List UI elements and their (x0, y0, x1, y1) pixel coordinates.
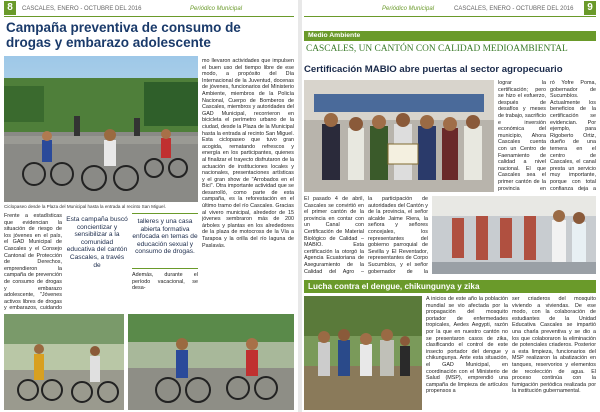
pull-quote-rule-bottom (132, 268, 198, 269)
pull-quote: Esta campaña buscó concientizar y sensibilizar a la comunidad educativa del cantón Cascales, a través de (66, 216, 128, 269)
pull-quote-continued: talleres y una casa abierta formativa enfocada en temas de educación sexual y consumo de drogas. (132, 218, 198, 256)
article-headline: Certificación MABIO abre puertas al sector agropecuario (304, 64, 563, 75)
banner-title: CASCALES, UN CANTÓN CON CALIDAD MEDIOAMBIENTAL (306, 44, 568, 54)
top-rule (304, 16, 596, 17)
certification-column-c: lograr la certificación; pero se hizo el esfuerzo, después de desafíos y meses de trabajo, sacrificio e inversión económica del municipio, Ahora Cascales cuenta con un Centro de Faenamiento de calidad a nivel nacional. El que Cascales sea el primer cantón de la provincia en (498, 80, 546, 192)
right-page (302, 0, 600, 412)
page-number: 8 (4, 1, 16, 15)
left-page (0, 0, 298, 412)
folio-date: CASCALES, ENERO - OCTUBRE DEL 2016 (454, 6, 574, 12)
dengue-column-2: ser criaderos del mosquito viviendo a viviendas. De ese modo, con la colaboración de estudiantes de la Unidad Educativa Cascales se impartió una charla preventiva y se dio a los que colaboraron la eliminación de potenciales criaderos. Posterior a esta limpieza, funcionarios del MSP realizaron la abatización en tanques, reservorios y elementos de recolección de agua. El proceso continúa con la fumigación periódica realizada por la institución gubernamental. (512, 296, 596, 395)
cycling-photo-image (4, 56, 198, 202)
bottom-photo-right (128, 314, 294, 410)
certification-column-d: ró Yofre Poma, gobernador de Sucumbíos. Actualmente los beneficios de la certificación se evidencian. Por ejemplo, para Rigoberto Ortiz, dueño de una ternera en el centro de Cascales, el canal presta un servicio muy importante, porque con total confianza deja a (550, 80, 596, 192)
bottom-photo-left (4, 314, 124, 410)
certification-column-b: la participación de autoridades del Cantón y de la provincia, el señor alcalde Jaime Riera, la señora y señores concejales, los representantes del gobierno parroquial de Sevilla y El Reventador, representantes de Corpo Sucumbíos, y el señor gobernador de la (368, 196, 428, 274)
article-column-3-tail: Además, durante el período vacacional, se desa- (132, 272, 198, 292)
photo-caption: Ciclopaseo desde la Plaza del Municipal hasta la entrada al recinto San Miguel. (4, 204, 166, 209)
article-column-1: Frente a estadísticas que evidencian la situación de riesgo de los jóvenes en el país, el GAD Municipal de Cascales y el Consejo Cantonal de Protección de Derechos, emprendieron la campaña de prevención de consumo de drogas y embarazo adolescente, "Jóvenes activos libres de drogas y embarazos, cuidando (4, 213, 62, 311)
dengue-photo (304, 296, 422, 410)
dengue-photo-image (304, 296, 422, 410)
folio-paper: Periódico Municipal (190, 6, 243, 12)
cycling-photo (4, 56, 198, 202)
certification-photo (304, 80, 494, 192)
headline-line-1: Campaña preventiva de consumo de (6, 20, 241, 35)
article-headline (6, 20, 294, 50)
article-column-2: mo llevaron actividades que impulsen el buen uso del tiempo libre de ese modo, a propósito del Día Internacional de la Juventud, docenas de jóvenes, funcionarios del Ministerio Ambiente, miembros de la Policía Nacional, Cuerpo de Bomberos de Cascales, miembros y autoridades del GAD Municipal, recorrieron en bicicleta el perímetro urbano de la ciudad, desde la Plaza de la Municipal hasta la entrada al recinto San Miguel. Esta ciclopaseo que tuvo gran acogida, rematando refrescos y energía en los participantes, quienes al finalizar el trayecto disfrutaron de la actuación de instituciones locales y nacionales, presentaciones artísticas y el gran show de "Arrobados en el Bici". Otra importante actividad que se desarrolló, como parte de esta campaña, es la reforestación en el último tramo del río Cascales. Gracias al vivero municipal, alrededor de 15 jóvenes sembraron más de 200 árboles y plantas en los alrededores de la plaza de motocross de la Vía a Tarapoa y la orilla del río laguna de Paslavás. (202, 58, 294, 249)
certification-column-a: El pasado 4 de abril, Cascales se convirtió en el primer cantón de la provincia en contar con un Canal con Certificación de Material Biológico de Calidad – MABIO. Esta certificación la otorgó la Agencia Ecuatoriana de Aseguramiento de la Calidad del Agro – (304, 196, 364, 274)
dengue-column-1: A inicios de este año la población mundial se vio afectada por la propagación del mosquito portador de enfermedades tropicales, Aedes Aegypti, razón por la que en nuestro cantón no se presentaron casos de zika, clasificando el control de este insecto portador del dengue y chikungunya. Ante esta situación, el GAD Municipal, en coordinación con el Ministerio de Salud (MSP), emprendió una campaña de limpieza de artículos propensos a (426, 296, 508, 395)
facility-photo-image (432, 196, 596, 274)
bottom-photo-left-image (4, 314, 124, 410)
dengue-section-bar: Lucha contra el dengue, chikungunya y zika (304, 280, 596, 293)
pull-quote-rule-top (132, 213, 198, 214)
section-bar: Medio Ambiente (304, 31, 596, 41)
folio-paper: Periódico Municipal (382, 6, 435, 12)
folio-date: CASCALES, ENERO - OCTUBRE DEL 2016 (22, 6, 142, 12)
headline-line-2: drogas y embarazo adolescente (6, 35, 211, 50)
certification-photo-image (304, 80, 494, 192)
bottom-photo-right-image (128, 314, 294, 410)
page-number: 9 (584, 1, 596, 15)
facility-photo (432, 196, 596, 274)
top-rule (4, 16, 294, 17)
